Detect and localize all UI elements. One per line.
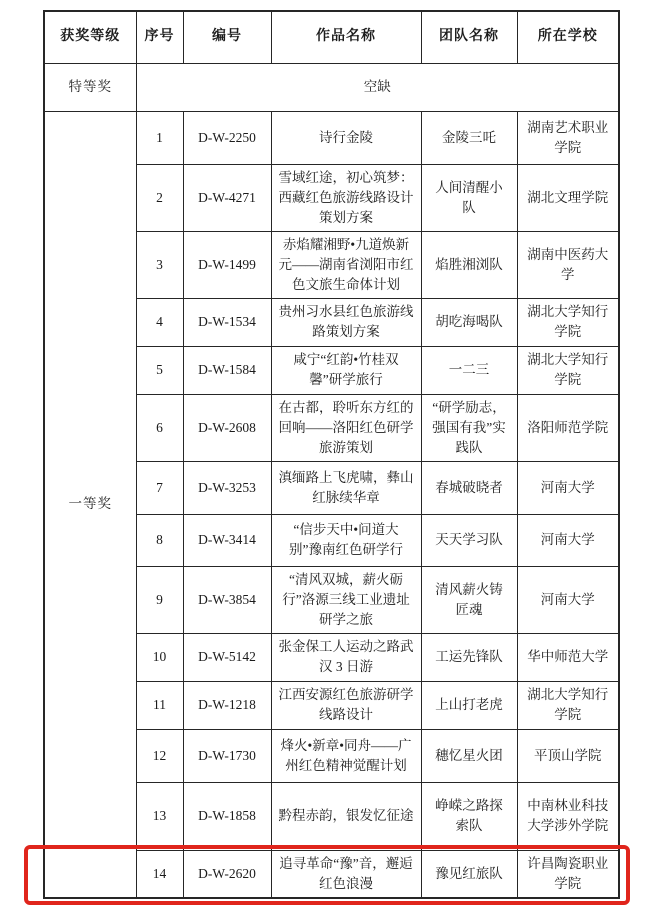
entry-code: D-W-4271 [183, 164, 271, 231]
team-name: 金陵三吒 [421, 111, 517, 164]
awards-table [43, 10, 620, 899]
row-number: 13 [136, 782, 183, 850]
row-number: 4 [136, 298, 183, 346]
work-name: 江西安源红色旅游研学线路设计 [271, 681, 421, 729]
col-header-school: 所在学校 [517, 11, 619, 63]
school-name: 湖南中医药大学 [517, 231, 619, 298]
team-name: 胡吃海喝队 [421, 298, 517, 346]
work-name: 黔程赤韵，银发忆征途 [271, 782, 421, 850]
school-name: 许昌陶瓷职业学院 [517, 850, 619, 898]
entry-code: D-W-3854 [183, 566, 271, 633]
row-number: 6 [136, 394, 183, 461]
school-name: 河南大学 [517, 514, 619, 566]
work-name: 贵州习水县红色旅游线路策划方案 [271, 298, 421, 346]
school-name: 湖北大学知行学院 [517, 346, 619, 394]
work-name: 滇缅路上飞虎啸，彝山红脉续华章 [271, 461, 421, 514]
team-name: 工运先锋队 [421, 633, 517, 681]
team-name: 峥嵘之路探索队 [421, 782, 517, 850]
school-name: 河南大学 [517, 566, 619, 633]
school-name: 湖南艺术职业学院 [517, 111, 619, 164]
entry-code: D-W-2620 [183, 850, 271, 898]
award-level-first-prize: 一等奖 [44, 111, 136, 898]
entry-code: D-W-3414 [183, 514, 271, 566]
entry-code: D-W-1584 [183, 346, 271, 394]
entry-code: D-W-2250 [183, 111, 271, 164]
work-name: 烽火•新章•同舟——广州红色精神觉醒计划 [271, 729, 421, 782]
row-number: 9 [136, 566, 183, 633]
school-name: 湖北大学知行学院 [517, 298, 619, 346]
school-name: 河南大学 [517, 461, 619, 514]
school-name: 华中师范大学 [517, 633, 619, 681]
entry-code: D-W-1534 [183, 298, 271, 346]
school-name: 平顶山学院 [517, 729, 619, 782]
team-name: 清风薪火铸匠魂 [421, 566, 517, 633]
team-name: 春城破晓者 [421, 461, 517, 514]
highlight-box [24, 845, 630, 905]
special-award-status: 空缺 [136, 63, 619, 111]
row-number: 5 [136, 346, 183, 394]
entry-code: D-W-5142 [183, 633, 271, 681]
work-name: 咸宁“红韵•竹桂双馨”研学旅行 [271, 346, 421, 394]
table-row [44, 111, 619, 164]
row-number: 7 [136, 461, 183, 514]
special-award-row [44, 63, 619, 111]
row-number: 2 [136, 164, 183, 231]
row-number: 12 [136, 729, 183, 782]
row-number: 14 [136, 850, 183, 898]
entry-code: D-W-3253 [183, 461, 271, 514]
team-name: 天天学习队 [421, 514, 517, 566]
team-name: 豫见红旅队 [421, 850, 517, 898]
school-name: 湖北文理学院 [517, 164, 619, 231]
row-number: 1 [136, 111, 183, 164]
row-number: 8 [136, 514, 183, 566]
col-header-work-name: 作品名称 [271, 11, 421, 63]
row-number: 10 [136, 633, 183, 681]
col-header-award-level: 获奖等级 [44, 11, 136, 63]
school-name: 洛阳师范学院 [517, 394, 619, 461]
team-name: “研学励志，强国有我”实践队 [421, 394, 517, 461]
entry-code: D-W-1218 [183, 681, 271, 729]
work-name: 雪域红途，初心筑梦：西藏红色旅游线路设计策划方案 [271, 164, 421, 231]
header-row [44, 11, 619, 63]
work-name: 在古都，聆听东方红的回响——洛阳红色研学旅游策划 [271, 394, 421, 461]
entry-code: D-W-1499 [183, 231, 271, 298]
team-name: 人间清醒小队 [421, 164, 517, 231]
entry-code: D-W-2608 [183, 394, 271, 461]
team-name: 一二三 [421, 346, 517, 394]
school-name: 湖北大学知行学院 [517, 681, 619, 729]
work-name: “清风双城，薪火砺行”洛源三线工业遗址研学之旅 [271, 566, 421, 633]
work-name: 张金保工人运动之路武汉 3 日游 [271, 633, 421, 681]
col-header-row-number: 序号 [136, 11, 183, 63]
team-name: 焰胜湘浏队 [421, 231, 517, 298]
row-number: 3 [136, 231, 183, 298]
col-header-entry-code: 编号 [183, 11, 271, 63]
entry-code: D-W-1858 [183, 782, 271, 850]
team-name: 上山打老虎 [421, 681, 517, 729]
work-name: “信步天中•问道大别”豫南红色研学行 [271, 514, 421, 566]
work-name: 赤焰耀湘野•九道焕新元——湖南省浏阳市红色文旅生命体计划 [271, 231, 421, 298]
school-name: 中南林业科技大学涉外学院 [517, 782, 619, 850]
col-header-team-name: 团队名称 [421, 11, 517, 63]
work-name: 追寻革命“豫”音，邂逅红色浪漫 [271, 850, 421, 898]
entry-code: D-W-1730 [183, 729, 271, 782]
award-level-special: 特等奖 [44, 63, 136, 111]
work-name: 诗行金陵 [271, 111, 421, 164]
team-name: 穗忆星火团 [421, 729, 517, 782]
row-number: 11 [136, 681, 183, 729]
